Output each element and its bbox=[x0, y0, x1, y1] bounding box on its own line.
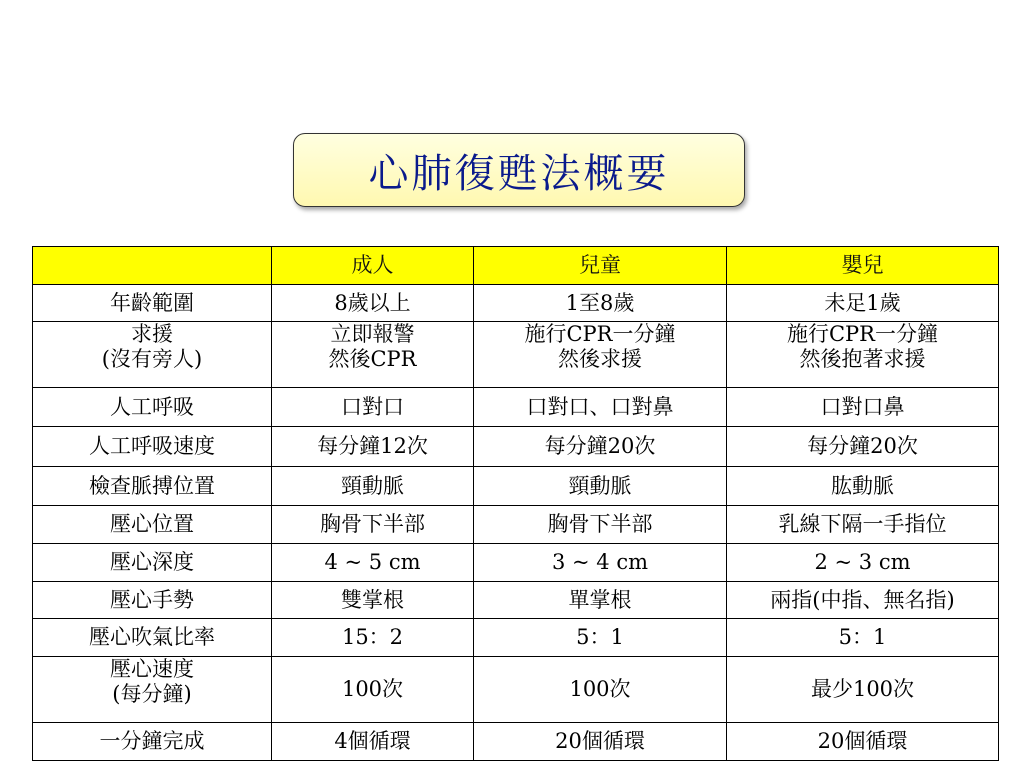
row-label: 人工呼吸 bbox=[33, 388, 272, 427]
table-cell: 3 ~ 4 cm bbox=[474, 544, 727, 582]
table-cell: 口對口 bbox=[272, 388, 474, 427]
row-label: 人工呼吸速度 bbox=[33, 427, 272, 467]
row-label: 壓心速度 (每分鐘) bbox=[33, 657, 272, 723]
header-cell-adult: 成人 bbox=[272, 247, 474, 285]
table-cell: 4 ~ 5 cm bbox=[272, 544, 474, 582]
table-cell: 15：2 bbox=[272, 619, 474, 657]
table-row bbox=[33, 723, 999, 761]
table-cell: 口對口、口對鼻 bbox=[474, 388, 727, 427]
table-cell: 5：1 bbox=[474, 619, 727, 657]
table-cell: 100次 bbox=[474, 657, 727, 723]
table-cell: 5：1 bbox=[727, 619, 999, 657]
table-cell: 頸動脈 bbox=[474, 467, 727, 506]
table-cell: 胸骨下半部 bbox=[474, 506, 727, 544]
table-cell: 最少100次 bbox=[727, 657, 999, 723]
row-label: 求援 (沒有旁人) bbox=[33, 322, 272, 388]
table-cell: 每分鐘12次 bbox=[272, 427, 474, 467]
table-row bbox=[33, 467, 999, 506]
row-label: 一分鐘完成 bbox=[33, 723, 272, 761]
row-label: 檢查脈搏位置 bbox=[33, 467, 272, 506]
header-cell-blank bbox=[33, 247, 272, 285]
table-cell: 4個循環 bbox=[272, 723, 474, 761]
table-cell: 1至8歲 bbox=[474, 285, 727, 322]
table-cell: 每分鐘20次 bbox=[727, 427, 999, 467]
row-label: 壓心手勢 bbox=[33, 582, 272, 619]
table-row bbox=[33, 544, 999, 582]
cpr-summary-table bbox=[32, 246, 999, 761]
row-label: 壓心深度 bbox=[33, 544, 272, 582]
table-cell: 兩指(中指、無名指) bbox=[727, 582, 999, 619]
table-row bbox=[33, 388, 999, 427]
table-row bbox=[33, 427, 999, 467]
table-cell: 單掌根 bbox=[474, 582, 727, 619]
table-cell: 雙掌根 bbox=[272, 582, 474, 619]
table-cell: 胸骨下半部 bbox=[272, 506, 474, 544]
table-row bbox=[33, 657, 999, 723]
table-cell: 立即報警 然後CPR bbox=[272, 322, 474, 388]
table-cell: 每分鐘20次 bbox=[474, 427, 727, 467]
row-label: 壓心位置 bbox=[33, 506, 272, 544]
row-label: 年齡範圍 bbox=[33, 285, 272, 322]
table-cell: 20個循環 bbox=[474, 723, 727, 761]
table-cell: 20個循環 bbox=[727, 723, 999, 761]
table-row bbox=[33, 285, 999, 322]
table-cell: 100次 bbox=[272, 657, 474, 723]
table-row bbox=[33, 582, 999, 619]
table-row bbox=[33, 322, 999, 388]
table-cell: 頸動脈 bbox=[272, 467, 474, 506]
row-label: 壓心吹氣比率 bbox=[33, 619, 272, 657]
table-cell: 施行CPR一分鐘 然後抱著求援 bbox=[727, 322, 999, 388]
table-header-row bbox=[33, 247, 999, 285]
header-cell-child: 兒童 bbox=[474, 247, 727, 285]
table-cell: 8歲以上 bbox=[272, 285, 474, 322]
header-cell-infant: 嬰兒 bbox=[727, 247, 999, 285]
table-row bbox=[33, 619, 999, 657]
title-box bbox=[293, 133, 745, 207]
table-cell: 未足1歲 bbox=[727, 285, 999, 322]
table-cell: 乳線下隔一手指位 bbox=[727, 506, 999, 544]
table-cell: 施行CPR一分鐘 然後求援 bbox=[474, 322, 727, 388]
table-cell: 肱動脈 bbox=[727, 467, 999, 506]
table-row bbox=[33, 506, 999, 544]
table-cell: 2 ~ 3 cm bbox=[727, 544, 999, 582]
page-title: 心肺復甦法概要 bbox=[368, 150, 670, 197]
table-cell: 口對口鼻 bbox=[727, 388, 999, 427]
